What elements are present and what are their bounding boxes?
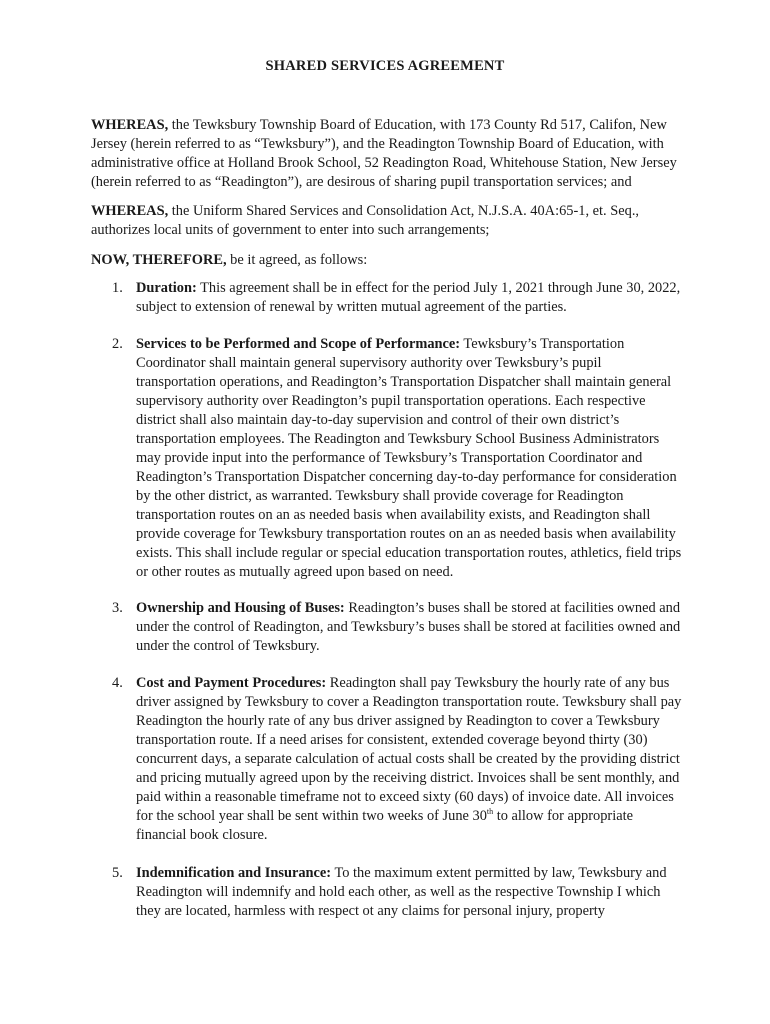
item-heading: Services to be Performed and Scope of Performance: <box>136 336 461 352</box>
item-text: Readington’s buses shall be stored at facilities owned and under the control of Readington, and Tewksbury’s buses shall be stored at facilities owned and under the control of Tewksbury. <box>136 600 681 654</box>
list-item <box>112 599 684 656</box>
list-item <box>112 279 684 317</box>
item-heading: Duration: <box>136 280 197 296</box>
item-number: 4. <box>112 675 123 691</box>
whereas-clause-2 <box>91 202 683 240</box>
item-text: This agreement shall be in effect for the period July 1, 2021 through June 30, 2022, subject to extension of renewal by written mutual agreement of the parties. <box>136 280 681 315</box>
whereas-text: the Uniform Shared Services and Consolidation Act, N.J.S.A. 40A:65-1, et. Seq., authorizes local units of government to enter into such arrangements; <box>91 203 640 238</box>
item-number: 1. <box>112 280 123 296</box>
item-text: To the maximum extent permitted by law, Tewksbury and Readington will indemnify and hold each other, as well as the respective Township I which they are located, harmless with respect ot any claims for personal injury, property <box>136 865 667 919</box>
item-heading: Ownership and Housing of Buses: <box>136 600 345 616</box>
item-text: Tewksbury’s Transportation Coordinator shall maintain general supervisory authority over Tewksbury’s pupil transportation operations, and Readington’s Transportation Dispatcher shall maintain general supervisory authority over Readington’s pupil transportation operations. Each respective district shall also maintain day-to-day supervision and control of their own district’s transportation employees. The Readington and Tewksbury School Business Administrators may provide input into the performance of Tewksbury’s Transportation Coordinator and Readington’s Transportation Dispatcher concerning day-to-day performance for consideration by the other district, as warranted. Tewksbury shall provide coverage for Readington transportation routes on an as needed basis when availability exists, and Readington shall provide coverage for Tewksbury transportation routes on an as needed basis when availability exists. This shall include regular or special education transportation routes, athletics, field trips or other routes as mutually agreed upon based on need. <box>136 336 682 580</box>
item-heading: Cost and Payment Procedures: <box>136 675 327 691</box>
item-number: 3. <box>112 600 123 616</box>
whereas-lead: WHEREAS, <box>91 203 169 219</box>
item-number: 2. <box>112 336 123 352</box>
now-therefore-clause <box>91 251 683 270</box>
item-text-continued: to allow for appropriate financial book closure. <box>136 808 633 843</box>
list-item <box>112 864 684 921</box>
list-item <box>112 335 684 582</box>
item-number: 5. <box>112 865 123 881</box>
superscript: th <box>486 807 494 817</box>
whereas-clause-1 <box>91 116 683 192</box>
now-therefore-lead: NOW, THEREFORE, <box>91 252 227 268</box>
whereas-lead: WHEREAS, <box>91 117 169 133</box>
item-text: Readington shall pay Tewksbury the hourly rate of any bus driver assigned by Tewksbury to cover a Readington transportation route. Tewksbury shall pay Readington the hourly rate of any bus driver assigned by Readington to cover a Tewksbury transportation route. If a need arises for consistent, extended coverage beyond thirty (30) concurrent days, a separate calculation of actual costs shall be created by the providing district and pricing mutually agreed upon by the receiving district. Invoices shall be sent monthly, and paid within a reasonable timeframe not to exceed sixty (60 days) of invoice date. All invoices for the school year shall be sent within two weeks of June 30 <box>136 675 682 824</box>
whereas-text: the Tewksbury Township Board of Education, with 173 County Rd 517, Califon, New Jersey (herein referred to as “Tewksbury”), and the Readington Township Board of Education, with administrative office at Holland Brook School, 52 Readington Road, Whitehouse Station, New Jersey (herein referred to as “Readington”), are desirous of sharing pupil transportation services; and <box>91 117 677 190</box>
item-heading: Indemnification and Insurance: <box>136 865 332 881</box>
document-title: SHARED SERVICES AGREEMENT <box>265 58 505 74</box>
now-therefore-text: be it agreed, as follows: <box>226 252 368 268</box>
list-item <box>112 674 684 845</box>
